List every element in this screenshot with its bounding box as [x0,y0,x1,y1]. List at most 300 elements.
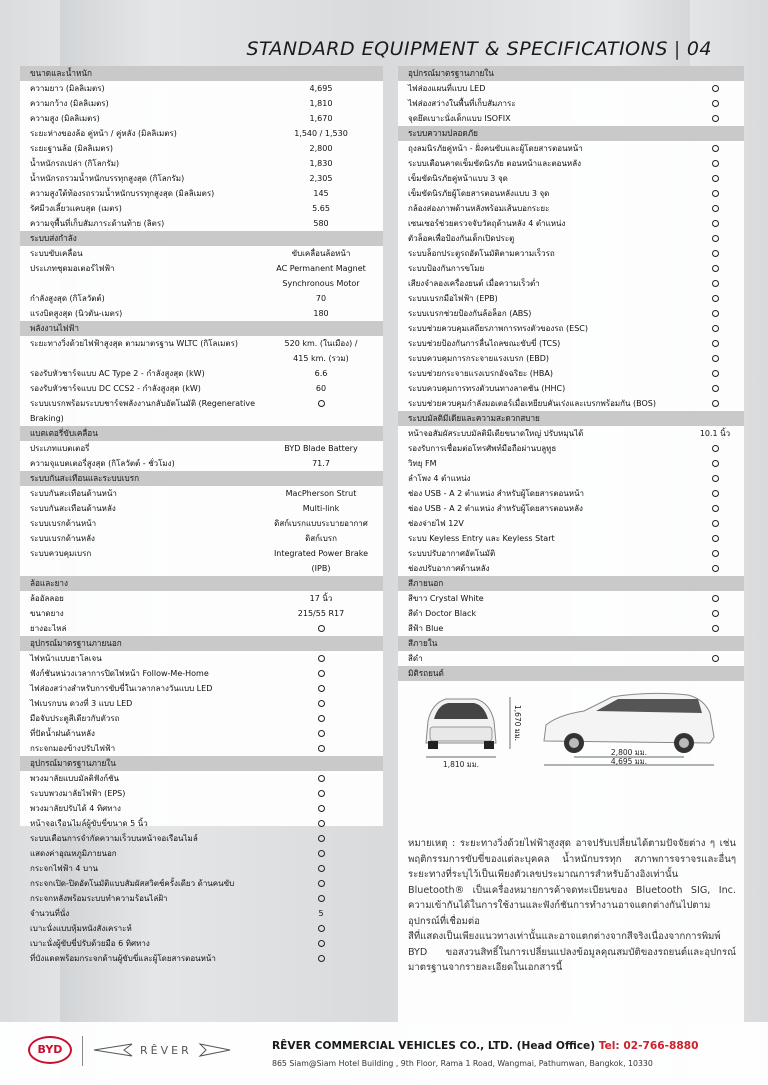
spec-value [686,381,744,396]
standard-mark [712,655,719,662]
spec-value [259,621,383,636]
spec-value [259,801,383,816]
spec-label: แรงบิดสูงสุด (นิวตัน-เมตร) [30,309,123,318]
standard-mark [712,385,719,392]
spec-label: จุดยึดเบาะนั่งเด็กแบบ ISOFIX [408,114,511,123]
spec-row [20,111,383,126]
spec-value-line: 215/55 R17 [297,609,345,618]
spec-label: กล้องส่องภาพด้านหลังพร้อมเส้นบอกระยะ [408,204,550,213]
spec-label: ระบบปรับอากาศอัตโนมัติ [408,549,496,558]
standard-mark [712,160,719,167]
spec-value [686,606,744,621]
spec-value-line: ดิสก์เบรกแบบระบายอากาศ [274,519,368,528]
spec-row [20,216,383,231]
spec-value [686,261,744,276]
spec-label: ความสูง (มิลลิเมตร) [30,114,100,123]
spec-label: หน้าจอสัมผัสระบบมัลติมีเดียขนาดใหญ่ ปรับหมุนได้ [408,429,584,438]
spec-value [259,336,383,366]
spec-label: ระบบป้องกันการขโมย [408,264,485,273]
standard-mark [712,265,719,272]
spec-label: ขนาดยาง [30,609,64,618]
title-separator: | [673,38,681,60]
spec-row [398,306,744,321]
spec-label: ระยะฐานล้อ (มิลลิเมตร) [30,144,114,153]
spec-row [20,96,383,111]
spec-label: ไฟส่องสว่างสำหรับการขับขี่ในเวลากลางวันแบบ LED [30,684,213,693]
spec-label: ช่องปรับอากาศด้านหลัง [408,564,490,573]
standard-mark [318,745,325,752]
company-address: 865 Siam@Siam Hotel Building , 9th Floor, Rama 1 Road, Wangmai, Pathumwan, Bangkok, 10330 [272,1059,653,1068]
spec-value [259,456,383,471]
spec-value [259,591,383,606]
spec-label: ที่ปัดน้ำฝนด้านหลัง [30,729,95,738]
spec-row [398,261,744,276]
spec-value-line: 2,800 [309,144,333,153]
spec-row [20,666,383,681]
spec-row [398,621,744,636]
spec-value-line: 180 [313,309,329,318]
spec-label: ระบบควบคุมเบรก [30,549,92,558]
spec-label: ล้ออัลลอย [30,594,64,603]
spec-row [398,231,744,246]
spec-value-line: 520 km. (ในเมือง) / [284,339,358,348]
spec-value-line: AC Permanent Magnet [276,264,366,273]
section-header: ระบบกันสะเทือนและระบบเบรก [20,471,383,486]
spec-row [20,336,383,366]
spec-label: ลำโพง 4 ตำแหน่ง [408,474,471,483]
spec-row [398,501,744,516]
spec-value [686,531,744,546]
section-header: แบตเตอรี่ขับเคลื่อน [20,426,383,441]
spec-row [398,531,744,546]
spec-value [259,771,383,786]
spec-row [398,606,744,621]
spec-label: ยางอะไหล่ [30,624,67,633]
spec-label: ระบบช่วยกระจายแรงเบรกอัจฉริยะ (HBA) [408,369,553,378]
spec-row [20,201,383,216]
spec-value [259,711,383,726]
spec-value-line: ดิสก์เบรก [305,534,337,543]
spec-row [20,801,383,816]
page-number: 04 [686,38,712,60]
section-header: ระบบความปลอดภัย [398,126,744,141]
note-paragraph: Bluetooth® เป็นเครื่องหมายการค้าจดทะเบียนของ Bluetooth SIG, Inc. ความเข้ากันได้ในการใช้งานและฟังก์ชันการทำงานอาจแตกต่างกันไปตามอุปกรณ์ที่เชื่อมต่อ [408,884,736,927]
spec-row [20,936,383,951]
spec-value [259,501,383,516]
spec-label: กระจกเปิด-ปิดอัตโนมัติแบบสัมผัสสวิตช์ครั้งเดียว ด้านคนขับ [30,879,235,888]
spec-row [20,771,383,786]
standard-mark [712,475,719,482]
spec-label: ไฟเบรกบน ดวงที่ 3 แบบ LED [30,699,133,708]
spec-row [20,456,383,471]
spec-label: ระบบเตือนการจำกัดความเร็วบนหน้าจอเรือนไมล์ [30,834,198,843]
spec-value [259,726,383,741]
spec-value-line: 5.65 [312,204,330,213]
spec-label: รองรับการเชื่อมต่อโทรศัพท์มือถือผ่านบลูทูธ [408,444,557,453]
standard-mark [712,190,719,197]
standard-mark [712,460,719,467]
spec-value [686,516,744,531]
spec-value [686,156,744,171]
spec-label: ระบบเบรกด้านหลัง [30,534,95,543]
spec-value [259,831,383,846]
spec-label: เบาะนั่งแบบหุ้มหนังสังเคราะห์ [30,924,132,933]
spec-label: ฟังก์ชันหน่วงเวลาการปิดไฟหน้า Follow-Me-Home [30,669,209,678]
section-header: อุปกรณ์มาตรฐานภายนอก [20,636,383,651]
spec-value [259,381,383,396]
spec-label: ความจุแบตเตอรี่สูงสุด (กิโลวัตต์ - ชั่วโมง) [30,459,175,468]
spec-value [686,306,744,321]
spec-row [398,396,744,411]
spec-row [398,111,744,126]
spec-row [398,456,744,471]
section-header: ขนาดและน้ำหนัก [20,66,383,81]
width-label: 1,810 มม. [442,760,480,769]
spec-label: ระบบพวงมาลัยไฟฟ้า (EPS) [30,789,126,798]
standard-mark [318,895,325,902]
standard-mark [318,790,325,797]
note-paragraph: หมายเหตุ : ระยะทางวิ่งด้วยไฟฟ้าสูงสุด อาจปรับเปลี่ยนได้ตามปัจจัยต่าง ๆ เช่น พฤติกรรมการขับขี่ของแต่ละบุคคล น้ำหนักบรรทุก สภาพการจราจรและอื่นๆ ระยะทางที่ระบุไว้เป็นเพียงตัวเลขประมาณการสำหรับอ้างอิงเท่านั้น [408,838,736,880]
spec-label: ระบบควบคุมการกระจายแรงเบรก (EBD) [408,354,550,363]
spec-value [259,81,383,96]
standard-mark [712,220,719,227]
spec-row [20,261,383,291]
section-header: ระบบมัลติมีเดียและความสะดวกสบาย [398,411,744,426]
spec-label: น้ำหนักรถรวมน้ำหนักบรรทุกสูงสุด (กิโลกรัม) [30,174,185,183]
standard-mark [712,310,719,317]
spec-row [398,366,744,381]
spec-value [259,921,383,936]
spec-value [259,441,383,456]
spec-value [686,336,744,351]
spec-value [259,216,383,231]
standard-mark [318,730,325,737]
spec-row [20,711,383,726]
spec-row [20,81,383,96]
spec-label: เข็มขัดนิรภัยคู่หน้าแบบ 3 จุด [408,174,508,183]
standard-mark [712,490,719,497]
spec-value [686,141,744,156]
spec-label: ความจุพื้นที่เก็บสัมภาระด้านท้าย (ลิตร) [30,219,165,228]
spec-value [686,171,744,186]
spec-label: สีฟ้า Blue [408,624,444,633]
spec-value [259,861,383,876]
spec-value [259,696,383,711]
standard-mark [318,400,325,407]
spec-label: เซนเซอร์ช่วยตรวจจับวัตถุด้านหลัง 4 ตำแหน่ง [408,219,566,228]
spec-row [20,681,383,696]
spec-value [259,486,383,501]
spec-label: ระบบขับเคลื่อน [30,249,83,258]
standard-mark [712,340,719,347]
section-header: ระบบส่งกำลัง [20,231,383,246]
spec-row [20,396,383,426]
spec-row [20,156,383,171]
company-line [272,1040,698,1052]
spec-label: ไฟส่องแผนที่แบบ LED [408,84,486,93]
spec-value [686,201,744,216]
spec-value [259,246,383,261]
spec-label: ระยะทางวิ่งด้วยไฟฟ้าสูงสุด ตามมาตรฐาน WLTC (กิโลเมตร) [30,339,239,348]
spec-value-line: 70 [315,294,327,303]
spec-value-line: 17 นิ้ว [309,594,333,603]
standard-mark [712,205,719,212]
spec-row [398,141,744,156]
spec-label: กระจกหลังพร้อมระบบทำความร้อนไล่ฝ้า [30,894,168,903]
spec-value [259,156,383,171]
note-paragraph: สีที่แสดงเป็นเพียงแนวทางเท่านั้นและอาจแตกต่างจากสีจริงเนื่องจากการพิมพ์ [408,931,721,942]
spec-value [686,276,744,291]
spec-label: ประเภทแบตเตอรี่ [30,444,90,453]
spec-value [686,546,744,561]
spec-value [259,651,383,666]
spec-row [20,591,383,606]
spec-label: ระบบเบรกมือไฟฟ้า (EPB) [408,294,498,303]
spec-value-line: Multi-link [302,504,340,513]
spec-label: ความกว้าง (มิลลิเมตร) [30,99,109,108]
spec-label: กระจกไฟฟ้า 4 บาน [30,864,99,873]
spec-value [259,936,383,951]
spec-row [398,291,744,306]
spec-row [20,906,383,921]
section-header: สีภายนอก [398,576,744,591]
wheelbase-label: 2,800 มม. [610,748,648,757]
spec-value [686,246,744,261]
company-name: RÊVER COMMERCIAL VEHICLES CO., LTD. (Head Office) [272,1040,596,1052]
spec-row [20,186,383,201]
left-spec-column [20,66,383,963]
spec-label: ถุงลมนิรภัยคู่หน้า - ฝั่งคนขับและผู้โดยสารตอนหน้า [408,144,583,153]
spec-label: ช่อง USB - A 2 ตำแหน่ง สำหรับผู้โดยสารตอนหลัง [408,504,583,513]
spec-value [259,906,383,921]
standard-mark [712,625,719,632]
spec-label: เบาะนั่งผู้ขับขี่ปรับด้วยมือ 6 ทิศทาง [30,939,150,948]
spec-row [20,891,383,906]
standard-mark [712,235,719,242]
spec-value [686,291,744,306]
spec-row [398,516,744,531]
spec-value [686,621,744,636]
spec-value-line: MacPherson Strut [285,489,357,498]
spec-value [259,741,383,756]
spec-value-line: 10.1 นิ้ว [699,429,731,438]
spec-row [398,351,744,366]
spec-value [686,321,744,336]
standard-mark [712,325,719,332]
standard-mark [318,925,325,932]
spec-row [20,816,383,831]
note-paragraph: BYD ขอสงวนสิทธิ์ในการเปลี่ยนแปลงข้อมูลคุณสมบัติของรถยนต์และอุปกรณ์มาตรฐานจากรายละเอียดในเอกสารนี้ [408,946,736,973]
spec-value [259,366,383,381]
spec-row [20,921,383,936]
spec-label: วิทยุ FM [408,459,437,468]
spec-label: พวงมาลัยแบบมัลติฟังก์ชัน [30,774,120,783]
section-header: พลังงานไฟฟ้า [20,321,383,336]
standard-mark [712,280,719,287]
spec-value-line: ขับเคลื่อนล้อหน้า [291,249,351,258]
standard-mark [712,85,719,92]
spec-value [259,261,383,291]
spec-value-line: BYD Blade Battery [284,444,358,453]
spec-label: กระจกมองข้างปรับไฟฟ้า [30,744,116,753]
spec-value [259,291,383,306]
standard-mark [318,715,325,722]
standard-mark [712,445,719,452]
spec-value [259,666,383,681]
spec-label: ระบบ Keyless Entry และ Keyless Start [408,534,555,543]
spec-row [398,651,744,666]
spec-row [398,276,744,291]
spec-row [398,471,744,486]
spec-label: สีขาว Crystal White [408,594,484,603]
spec-row [398,246,744,261]
spec-label: ระบบช่วยควบคุมกำลังมอเตอร์เมื่อเหยียบคันเร่งและเบรกพร้อมกัน (BOS) [408,399,656,408]
rever-logo [92,1038,232,1062]
spec-value [686,81,744,96]
section-header: อุปกรณ์มาตรฐานภายใน [20,756,383,771]
standard-mark [318,820,325,827]
spec-row [398,546,744,561]
spec-label: ช่อง USB - A 2 ตำแหน่ง สำหรับผู้โดยสารตอนหน้า [408,489,585,498]
spec-label: ระบบช่วยป้องกันการลื่นไถลขณะขับขี่ (TCS) [408,339,561,348]
spec-label: ระบบเบรกพร้อมระบบชาร์จพลังงานกลับอัตโนมัติ (Regenerative Braking) [30,399,255,423]
spec-value [259,606,383,621]
spec-label: สีดำ Doctor Black [408,609,477,618]
standard-mark [318,700,325,707]
spec-label: แสดงค่าอุณหภูมิภายนอก [30,849,117,858]
spec-value [686,111,744,126]
car-dimensions-diagram [398,681,744,769]
standard-mark [318,805,325,812]
spec-row [20,126,383,141]
spec-value-line: 2,305 [309,174,333,183]
standard-mark [318,955,325,962]
car-diagram-svg [398,681,744,771]
standard-mark [318,670,325,677]
spec-label: ความยาว (มิลลิเมตร) [30,84,105,93]
spec-row [398,216,744,231]
spec-value [686,501,744,516]
spec-value [259,186,383,201]
spec-value [686,591,744,606]
standard-mark [712,550,719,557]
standard-mark [712,400,719,407]
spec-row [398,336,744,351]
spec-row [398,186,744,201]
spec-label: ระบบล็อกประตูรถอัตโนมัติตามความเร็วรถ [408,249,555,258]
spec-row [20,741,383,756]
standard-mark [712,520,719,527]
length-label: 4,695 มม. [610,757,648,766]
spec-value [259,846,383,861]
spec-value [259,171,383,186]
spec-row [398,96,744,111]
spec-value-line: 60 [315,384,327,393]
spec-value [259,531,383,546]
standard-mark [712,145,719,152]
standard-mark [318,940,325,947]
spec-value [686,561,744,576]
spec-label: กำลังสูงสุด (กิโลวัตต์) [30,294,105,303]
standard-mark [712,175,719,182]
standard-mark [712,565,719,572]
spec-row [20,441,383,456]
spec-value [686,351,744,366]
spec-label: ระบบกันสะเทือนด้านหน้า [30,489,117,498]
spec-row [20,501,383,516]
spec-label: ระบบเตือนคาดเข็มขัดนิรภัย ตอนหน้าและตอนหลัง [408,159,582,168]
spec-row [20,606,383,621]
spec-value [259,396,383,411]
spec-row [398,426,744,441]
spec-value [686,486,744,501]
spec-row [20,951,383,966]
spec-value [686,456,744,471]
spec-label: เสียงจำลองเครื่องยนต์ เมื่อความเร็วต่ำ [408,279,540,288]
spec-row [20,291,383,306]
spec-row [20,531,383,546]
spec-value [686,216,744,231]
spec-label: สีดำ [408,654,423,663]
spec-value [259,306,383,321]
spec-row [398,561,744,576]
spec-row [20,366,383,381]
spec-row [20,141,383,156]
standard-mark [318,655,325,662]
spec-value [259,786,383,801]
spec-value-line: Integrated Power Brake [273,549,369,558]
byd-logo: BYD [28,1036,72,1064]
spec-value-line: 145 [313,189,329,198]
spec-value [686,396,744,411]
standard-mark [712,595,719,602]
spec-row [20,171,383,186]
spec-label: หน้าจอเรือนไมล์ผู้ขับขี่ขนาด 5 นิ้ว [30,819,148,828]
section-header: มิติรถยนต์ [398,666,744,681]
spec-row [20,546,383,576]
telephone: Tel: 02-766-8880 [598,1040,699,1052]
spec-value [259,546,383,576]
spec-value [686,471,744,486]
spec-row [398,381,744,396]
spec-row [398,591,744,606]
spec-row [20,306,383,321]
spec-value [686,651,744,666]
spec-value-line: 4,695 [309,84,333,93]
spec-value-line: 1,540 / 1,530 [294,129,348,138]
standard-mark [318,775,325,782]
spec-row [20,381,383,396]
standard-mark [712,370,719,377]
spec-row [398,441,744,456]
spec-value [259,141,383,156]
spec-value [259,96,383,111]
spec-value [259,681,383,696]
car-side-view [544,693,714,753]
spec-row [20,876,383,891]
spec-row [20,246,383,261]
spec-value [686,231,744,246]
spec-row [398,201,744,216]
spec-value-line: 580 [313,219,329,228]
standard-mark [712,250,719,257]
spec-row [20,726,383,741]
standard-mark [318,835,325,842]
spec-value-line: Synchronous Motor [282,279,360,288]
spec-value [686,366,744,381]
spec-label: ตัวล็อคเพื่อป้องกันเด็กเปิดประตู [408,234,515,243]
spec-value-line: 415 km. (รวม) [293,354,349,363]
